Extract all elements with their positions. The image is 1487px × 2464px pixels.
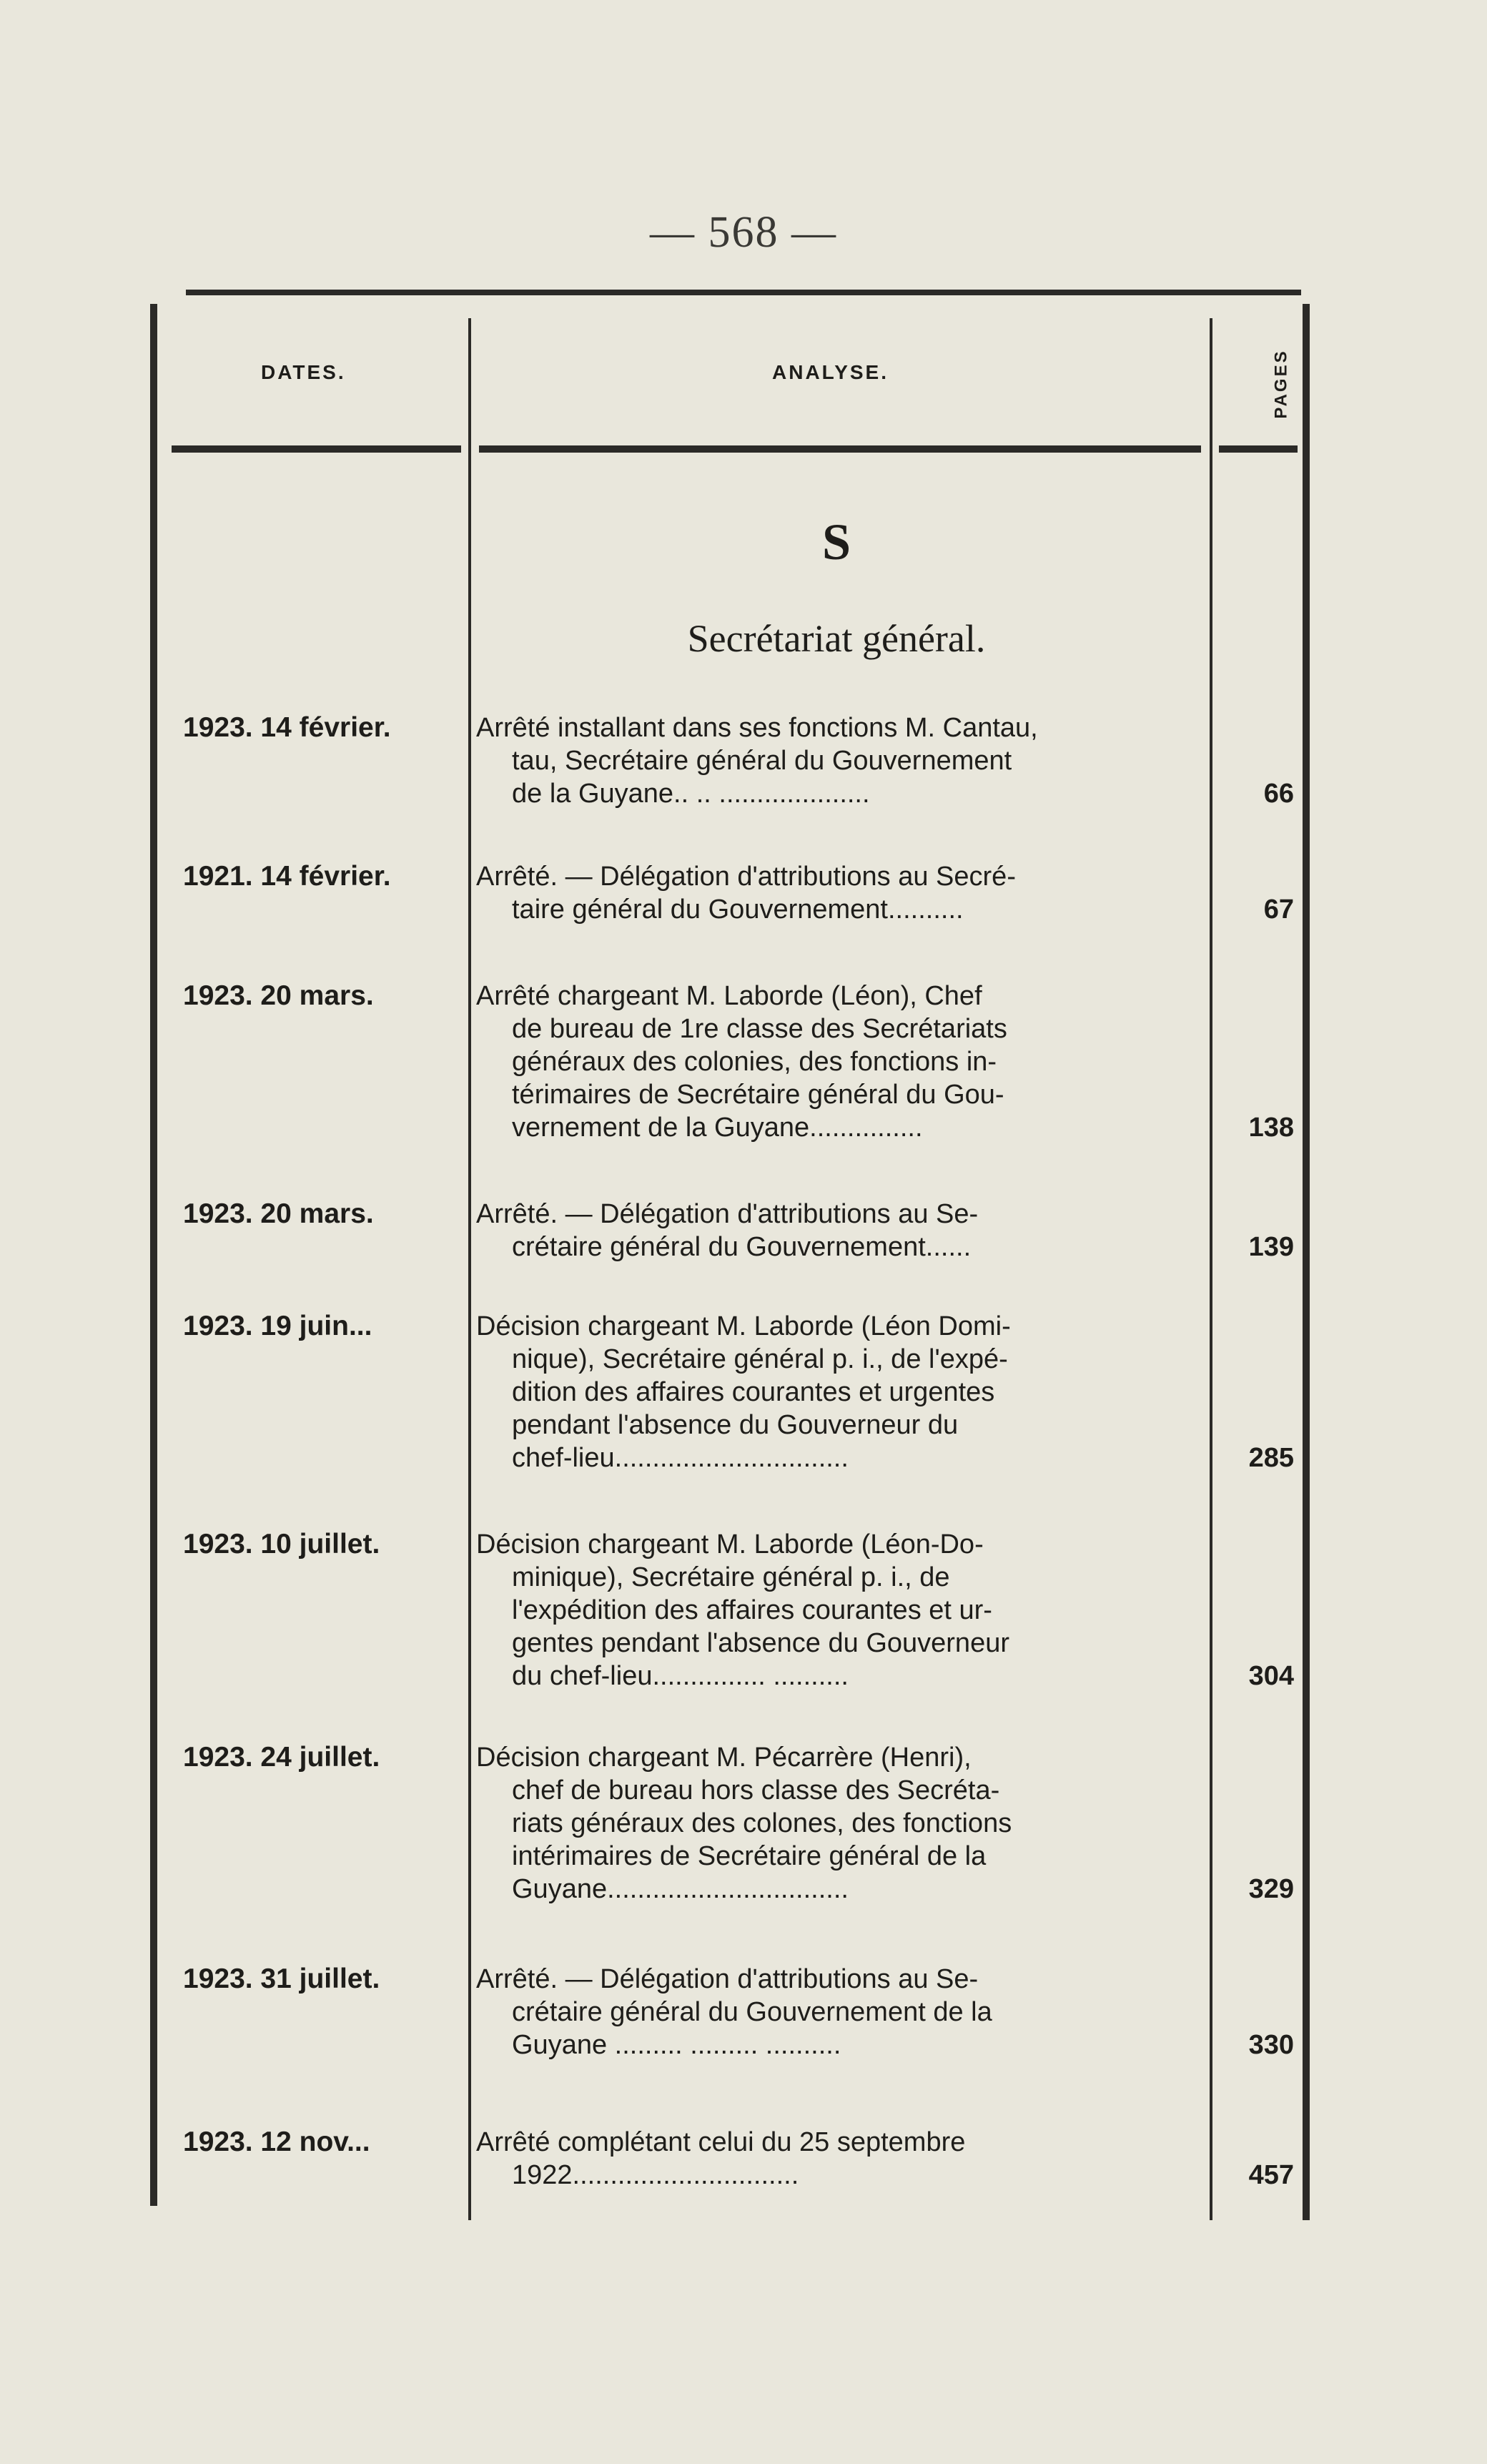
entry-date: 1921. 14 février. (183, 861, 391, 892)
section-letter: S (821, 513, 851, 571)
entry-analysis (476, 1963, 1204, 2061)
entry-analysis-line: Arrêté complétant celui du 25 septembre (476, 2127, 966, 2157)
header-rule-dates (172, 445, 461, 453)
entry-analysis (476, 2126, 1204, 2192)
entry-list (150, 711, 1312, 2192)
entry-analysis-line: Arrêté chargeant M. Laborde (Léon), Chef (476, 981, 982, 1011)
entry-page: 329 (1248, 1874, 1294, 1904)
entry-date: 1923. 10 juillet. (183, 1529, 380, 1559)
entry-spacer (150, 2061, 1312, 2126)
entry-analysis-line: l'expédition des affaires courantes et ur- (512, 1595, 992, 1625)
entry-spacer (150, 1906, 1312, 1963)
entry-analysis-line: gentes pendant l'absence du Gouverneur (512, 1628, 1009, 1658)
index-entry (150, 711, 1312, 810)
entry-analysis-line: de bureau de 1re classe des Secrétariats (512, 1014, 1007, 1044)
header-rule-pages (1219, 445, 1298, 453)
index-entry (150, 2126, 1312, 2192)
entry-page: 66 (1263, 779, 1294, 809)
top-rule (186, 290, 1301, 295)
index-entry (150, 860, 1312, 926)
entry-analysis (476, 711, 1204, 810)
entry-spacer (150, 810, 1312, 860)
entry-spacer (150, 1144, 1312, 1198)
entry-spacer (150, 1474, 1312, 1528)
entry-date: 1923. 24 juillet. (183, 1742, 380, 1773)
index-entry (150, 980, 1312, 1144)
entry-analysis-line: 1922.............................. (512, 2160, 799, 2190)
entry-analysis (476, 980, 1204, 1144)
index-entry (150, 1528, 1312, 1692)
entry-analysis-line: Arrêté. — Délégation d'attributions au Secré- (476, 862, 1016, 892)
entry-analysis-line: nique), Secrétaire général p. i., de l'expé- (512, 1344, 1008, 1374)
entry-analysis (476, 1741, 1204, 1906)
entry-page: 457 (1248, 2160, 1294, 2190)
page-number: — 568 — (650, 208, 837, 257)
entry-date: 1923. 19 juin... (183, 1311, 372, 1341)
entry-analysis-line: crétaire général du Gouvernement de la (512, 1997, 992, 2027)
entry-analysis-line: térimaires de Secrétaire général du Gou- (512, 1080, 1004, 1110)
pages-header: PAGES (1271, 349, 1291, 419)
entry-analysis-line: Arrêté. — Délégation d'attributions au Se- (476, 1964, 979, 1994)
entry-date: 1923. 20 mars. (183, 1198, 374, 1229)
entry-spacer (150, 1263, 1312, 1310)
section-title: Secrétariat général. (687, 617, 986, 660)
entry-analysis-line: de la Guyane.. .. .................... (512, 779, 870, 809)
entry-page: 285 (1248, 1443, 1294, 1473)
index-entry (150, 1963, 1312, 2061)
entry-analysis (476, 1198, 1204, 1263)
entry-page: 304 (1248, 1661, 1294, 1691)
entry-analysis-line: chef de bureau hors classe des Secréta- (512, 1775, 1000, 1805)
entry-analysis-line: Arrêté. — Délégation d'attributions au Se- (476, 1199, 979, 1229)
entry-analysis-line: crétaire général du Gouvernement...... (512, 1232, 972, 1262)
entry-analysis-line: tau, Secrétaire général du Gouvernement (512, 746, 1012, 776)
entry-analysis (476, 1310, 1204, 1474)
index-entry (150, 1741, 1312, 1906)
entry-date: 1923. 31 juillet. (183, 1963, 380, 1994)
entry-analysis-line: dition des affaires courantes et urgentes (512, 1377, 995, 1407)
entry-analysis-line: Arrêté installant dans ses fonctions M. Cantau, (476, 713, 1038, 743)
entry-analysis-line: du chef-lieu............... .......... (512, 1661, 849, 1691)
entry-analysis-line: vernement de la Guyane............... (512, 1113, 923, 1143)
entry-page: 67 (1263, 895, 1294, 925)
entry-analysis-line: Décision chargeant M. Pécarrère (Henri), (476, 1743, 972, 1773)
entry-analysis-line: riats généraux des colones, des fonctions (512, 1808, 1012, 1838)
entry-analysis-line: minique), Secrétaire général p. i., de (512, 1562, 950, 1592)
entry-analysis-line: Décision chargeant M. Laborde (Léon-Do- (476, 1529, 984, 1559)
entry-analysis-line: Guyane ......... ......... .......... (512, 2030, 841, 2060)
entry-analysis-line: intérimaires de Secrétaire général de la (512, 1841, 987, 1871)
entry-page: 139 (1248, 1232, 1294, 1262)
entry-date: 1923. 20 mars. (183, 980, 374, 1011)
entry-analysis-line: chef-lieu............................... (512, 1443, 849, 1473)
dates-header: DATES. (261, 361, 346, 383)
entry-analysis-line: taire général du Gouvernement.......... (512, 895, 964, 925)
entry-date: 1923. 12 nov... (183, 2127, 370, 2157)
entry-analysis (476, 1528, 1204, 1692)
entry-analysis-line: Guyane................................ (512, 1874, 849, 1904)
index-entry (150, 1310, 1312, 1474)
entry-analysis (476, 860, 1204, 926)
entry-analysis-line: pendant l'absence du Gouverneur du (512, 1410, 959, 1440)
entry-spacer (150, 926, 1312, 980)
entry-page: 138 (1248, 1113, 1294, 1143)
entry-spacer (150, 1692, 1312, 1741)
index-entry (150, 1198, 1312, 1263)
header-rule-analyse (479, 445, 1201, 453)
index-table (150, 290, 1312, 2234)
entry-page: 330 (1248, 2030, 1294, 2060)
entry-date: 1923. 14 février. (183, 712, 391, 743)
analyse-header: ANALYSE. (772, 361, 889, 383)
entry-analysis-line: généraux des colonies, des fonctions in- (512, 1047, 997, 1077)
entry-analysis-line: Décision chargeant M. Laborde (Léon Domi- (476, 1311, 1011, 1341)
